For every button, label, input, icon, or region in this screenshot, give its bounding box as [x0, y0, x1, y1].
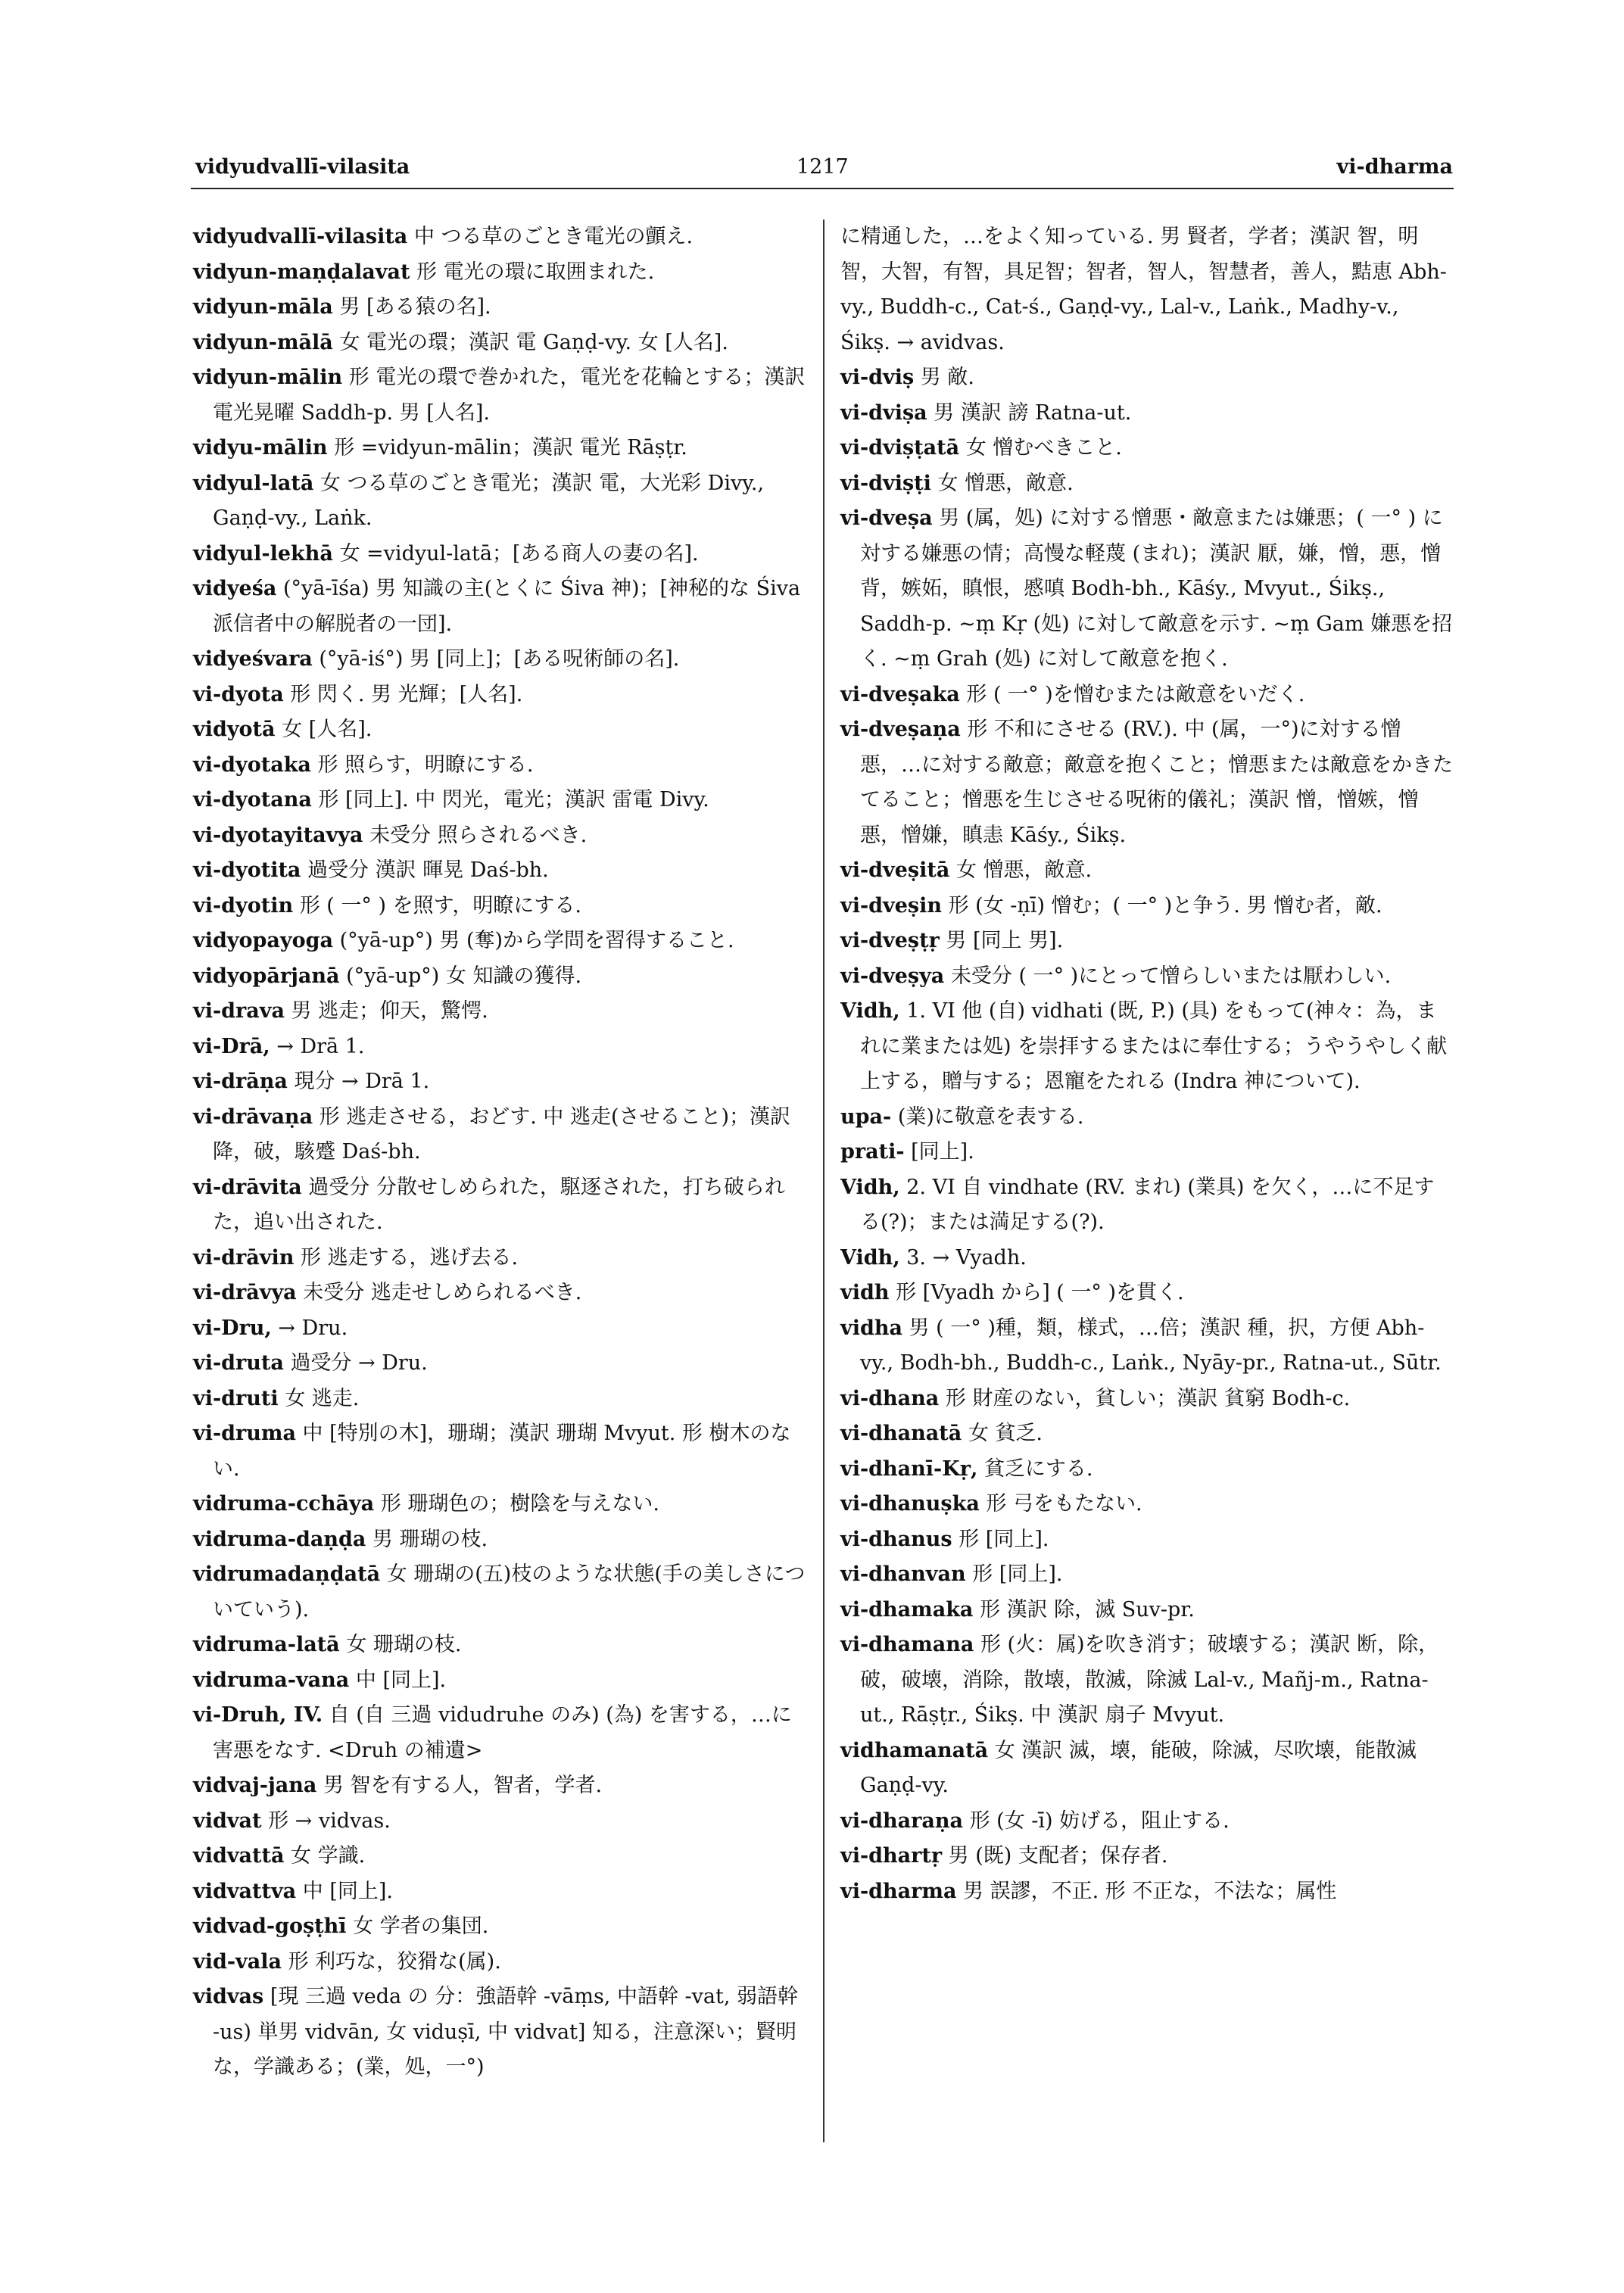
dictionary-entry [840, 1839, 1454, 1874]
definition: 女 貧乏. [968, 1422, 1043, 1445]
headword: vidyudvallī-vilasita [193, 225, 408, 248]
headword: vi-Drā, [193, 1034, 270, 1058]
definition: 形 漢訳 除，滅 Suv-pr. [980, 1597, 1195, 1622]
definition: 男 [同上 男]. [946, 929, 1064, 952]
definition: 中 つる草のごとき電光の顫え. [413, 225, 694, 248]
dictionary-entry [193, 1909, 806, 1945]
definition: 形 =vidyun-mālin；漢訳 電光 Rāṣṭr. [334, 436, 687, 460]
dictionary-entry [193, 1628, 806, 1663]
headword: Vidh, [840, 1175, 900, 1199]
dictionary-entry [840, 678, 1454, 713]
definition: 女 漢訳 滅，壊，能破，除滅，尽吹壊，能散滅 Gaṇḍ-vy. [860, 1738, 1417, 1797]
headword: vi-drāvaṇa [193, 1104, 313, 1129]
dictionary-entry [193, 572, 806, 642]
definition: 形 ( 一° ) を照す，明瞭にする. [299, 893, 582, 918]
definition: 形 閃く. 男 光輝；[人名]. [290, 682, 523, 706]
headword: vi-drāṇa [193, 1070, 288, 1093]
definition: 女 学者の集団. [353, 1914, 489, 1938]
headword: prati- [840, 1140, 905, 1164]
headword: vidruma-cchāya [193, 1492, 375, 1516]
dictionary-entry [193, 1276, 806, 1311]
dictionary-entry [193, 1663, 806, 1699]
definition: 男 (既) 支配者；保存者. [948, 1844, 1168, 1868]
definition: (°yā-up°) 男 (奪)から学問を習得すること. [339, 929, 734, 952]
dictionary-entry [193, 748, 806, 784]
headword: vidrumadaṇḍatā [193, 1562, 381, 1586]
definition: 形 ( 一° )を憎むまたは敵意をいだく. [966, 682, 1305, 706]
dictionary-entry [193, 255, 806, 291]
definition: 女 学識. [291, 1844, 366, 1868]
headword: vi-dhamaka [840, 1597, 974, 1622]
headword: vi-dveṣa [840, 506, 933, 530]
definition: 未受分 ( 一° )にとって憎らしいまたは厭わしい. [950, 964, 1392, 988]
definition: → Dru. [278, 1316, 348, 1340]
definition: 形 弓をもたない. [986, 1492, 1142, 1516]
running-head-left: vidyudvallī-vilasita [195, 155, 410, 179]
dictionary-entry [193, 1804, 806, 1840]
dictionary-entry [840, 1170, 1454, 1241]
dictionary-entry [193, 1311, 806, 1347]
headword: vidvat [193, 1809, 262, 1833]
headword: vi-dviṣṭatā [840, 436, 960, 460]
definition: 形 照らす，明瞭にする. [317, 752, 534, 777]
page-number: 1217 [796, 155, 849, 179]
dictionary-entry [840, 1487, 1454, 1522]
headword: vi-dhana [840, 1386, 940, 1410]
headword: vi-dveṣin [840, 893, 942, 918]
header-rule [191, 188, 1454, 189]
definition: 形 → vidvas. [268, 1809, 391, 1833]
definition: 1. VI 他 (自) vidhati (既, P.) (具) をもって(神々：為，まれに業または処) を崇拝するまたはに奉仕する；うやうやしく献上する，贈与する；恩寵をたれる (Indra 神について). [860, 999, 1448, 1093]
dictionary-entry [193, 360, 806, 431]
dictionary-entry [193, 1487, 806, 1522]
definition: 形 電光の環で巻かれた，電光を花輪とする；漢訳 電光晃曜 Saddh-p. 男 [人名]. [213, 366, 806, 425]
headword: vi-dhamana [840, 1633, 974, 1656]
definition: → Drā 1. [276, 1034, 365, 1058]
definition: 形 (女 -ṇī) 憎む；( 一° )と争う. 男 憎む者，敵. [948, 893, 1382, 918]
definition: 女 憎むべきこと. [965, 436, 1122, 460]
headword: vidruma-daṇḍa [193, 1527, 366, 1551]
headword: vidh [840, 1281, 890, 1304]
definition: 女 珊瑚の枝. [346, 1633, 462, 1656]
headword: vi-dhanī-Kṛ, [840, 1456, 978, 1481]
definition: 男 [ある猿の名]. [339, 295, 491, 319]
dictionary-entry [840, 431, 1454, 466]
dictionary-entry [193, 642, 806, 678]
definition: 未受分 照らされるべき. [369, 823, 588, 847]
dictionary-entry [840, 1241, 1454, 1276]
dictionary-entry [193, 1100, 806, 1170]
dictionary-entry [193, 220, 806, 255]
dictionary-entry [840, 1557, 1454, 1593]
dictionary-entry [840, 1804, 1454, 1840]
headword: vidyu-mālin [193, 436, 328, 460]
headword: vi-drāvita [193, 1175, 302, 1199]
dictionary-entry [840, 466, 1454, 502]
dictionary-entry [193, 959, 806, 995]
dictionary-entry [840, 889, 1454, 924]
dictionary-entry [193, 1980, 806, 2086]
headword: vi-dveṣya [840, 964, 945, 988]
dictionary-entry [193, 783, 806, 818]
headword: vidvaj-jana [193, 1774, 317, 1797]
headword: vidyun-mālin [193, 366, 343, 389]
headword: vidyun-maṇḍalavat [193, 260, 410, 284]
definition: 形 逃走させる，おどす. 中 逃走(させること)；漢訳 降，破，駭蹙 Daś-bh. [213, 1104, 791, 1164]
dictionary-entry [840, 1874, 1454, 1910]
definition: 男 (属，処) に対する憎悪・敵意または嫌悪；( 一° ) に対する嫌悪の情；高慢な軽蔑 (まれ)；漢訳 厭，嫌，憎，悪，憎背，嫉妬，瞋恨，慼嗔 Bodh-bh., Kāśy., Mvyut., Śikṣ., Saddh-p. ~ṃ Kṛ (処) に対して敵意を示す. ~ṃ Gam 嫌悪を招く. ~ṃ Grah (処) に対して敵意を抱く. [860, 506, 1453, 671]
headword: vi-dyotana [193, 788, 312, 812]
definition: 形 電光の環に取囲まれた. [416, 260, 655, 284]
definition: 形 (女 -ī) 妨げる，阻止する. [969, 1809, 1230, 1833]
definition: 形 財産のない，貧しい；漢訳 貧窮 Bodh-c. [945, 1386, 1351, 1410]
headword: vi-dhanuṣka [840, 1492, 980, 1516]
headword: vidvattva [193, 1879, 297, 1903]
dictionary-entry [840, 1276, 1454, 1311]
headword: vi-druti [193, 1386, 279, 1410]
headword: vi-dveṣṭṛ [840, 929, 940, 952]
dictionary-entry [193, 1416, 806, 1487]
dictionary-entry [193, 1030, 806, 1065]
definition: 現分 → Drā 1. [294, 1070, 430, 1093]
column-divider [823, 220, 824, 2142]
definition: 女 =vidyul-latā；[ある商人の妻の名]. [339, 541, 699, 565]
dictionary-entry [840, 924, 1454, 959]
dictionary-entry [840, 1593, 1454, 1628]
dictionary-entry [193, 290, 806, 326]
headword: vi-dhanus [840, 1527, 952, 1551]
headword: vi-dyotita [193, 858, 301, 882]
headword: vidyun-mālā [193, 330, 333, 354]
dictionary-entry [193, 924, 806, 959]
definition: 貧乏にする. [983, 1456, 1093, 1481]
headword: vi-dharma [840, 1879, 957, 1903]
dictionary-entry [193, 1346, 806, 1382]
right-column [840, 220, 1454, 1909]
dictionary-entry [840, 994, 1454, 1100]
definition: 形 [同上]. [972, 1562, 1063, 1586]
definition: 未受分 逃走せしめられるべき. [303, 1281, 582, 1304]
dictionary-entry [193, 1945, 806, 1980]
dictionary-entry [840, 712, 1454, 853]
headword: Vidh, [840, 999, 900, 1023]
dictionary-entry [193, 1768, 806, 1804]
definition: 女 電光の環；漢訳 電 Gaṇḍ-vy. 女 [人名]. [339, 330, 728, 354]
headword: vidvas [193, 1985, 264, 2008]
dictionary-entry [193, 712, 806, 748]
definition: 過受分 漢訳 暉晃 Daś-bh. [307, 858, 549, 882]
dictionary-entry [193, 1874, 806, 1910]
definition: (°yā-up°) 女 知識の獲得. [346, 964, 582, 988]
definition: 男 逃走；仰天，驚愕. [291, 999, 488, 1023]
definition: 男 珊瑚の枝. [372, 1527, 488, 1551]
headword: vi-dhanvan [840, 1562, 966, 1586]
dictionary-entry [193, 326, 806, 361]
definition: 男 敵. [920, 366, 974, 389]
dictionary-entry [193, 1170, 806, 1241]
definition: 形 [Vyadh から] ( 一° )を貫く. [896, 1281, 1184, 1304]
headword: vidruma-vana [193, 1668, 350, 1692]
headword: vidyeśa [193, 577, 277, 600]
headword: vi-dharaṇa [840, 1809, 963, 1833]
dictionary-entry [840, 1734, 1454, 1804]
headword: vi-dhanatā [840, 1422, 962, 1445]
dictionary-entry [193, 1241, 806, 1276]
definition: [同上]. [911, 1140, 974, 1164]
definition: 男 智を有する人，智者，学者. [323, 1774, 603, 1797]
definition: 3. → Vyadh. [906, 1245, 1027, 1270]
definition: 形 不和にさせる (RV.). 中 (属，一°)に対する憎悪，…に対する敵意；敵意を抱くこと；憎悪または敵意をかきたてること；憎悪を生じさせる呪術的儀礼；漢訳 憎，憎嫉，憎悪，憎嫌，瞋恚 Kāśy., Śikṣ. [860, 718, 1453, 847]
headword: vidyotā [193, 718, 276, 741]
headword: vidvad-goṣṭhī [193, 1914, 347, 1938]
dictionary-entry [840, 1135, 1454, 1170]
headword: vi-dyotaka [193, 752, 311, 777]
dictionary-entry [840, 853, 1454, 889]
headword: vidyul-lekhā [193, 541, 333, 565]
dictionary-entry [193, 1382, 806, 1417]
dictionary-entry [840, 1311, 1454, 1382]
definition: 女 [人名]. [282, 718, 372, 741]
headword: vi-dyota [193, 682, 284, 706]
dictionary-entry [193, 466, 806, 537]
headword: vi-druma [193, 1422, 296, 1445]
dictionary-entry [840, 1382, 1454, 1417]
headword: vi-dyotayitavya [193, 823, 363, 847]
definition: 中 [同上]. [355, 1668, 447, 1692]
definition: 自 (自 三過 vidudruhe のみ) (為) を害する，…に害悪をなす. <Druh の補遺> [213, 1703, 792, 1762]
headword: vi-dviṣa [840, 400, 927, 425]
definition: (°yā-īśa) 男 知識の主(とくに Śiva 神)；[神秘的な Śiva 派信者中の解脱者の一団]. [213, 577, 801, 636]
headword: vidruma-latā [193, 1633, 340, 1656]
headword: vidyopayoga [193, 929, 333, 952]
definition: 中 [同上]. [302, 1879, 393, 1903]
dictionary-entry [840, 959, 1454, 995]
definition: に精通した，…をよく知っている. 男 賢者，学者；漢訳 智，明智，大智，有智，具足智；智者，智人，智慧者，善人，黠恵 Abh-vy., Buddh-c., Cat-ś., Gaṇḍ-vy., Lal-v., Laṅk., Madhy-v., Śikṣ. → avidvas. [840, 225, 1447, 354]
dictionary-entry [193, 1839, 806, 1874]
headword: vidyul-latā [193, 471, 314, 495]
dictionary-entry [193, 818, 806, 854]
definition: [現 三過 veda の 分：強語幹 -vāṃs, 中語幹 -vat, 弱語幹 -us) 単男 vidvān, 女 viduṣī, 中 vidvat] 知る，注意深い；賢明な，学識ある；(業，処，一°) [213, 1985, 799, 2079]
dictionary-entry [193, 889, 806, 924]
dictionary-entry [193, 994, 806, 1030]
headword: vi-dviṣ [840, 366, 915, 389]
headword: vi-Dru, [193, 1316, 272, 1340]
definition: 形 利巧な，狡猾な(属). [288, 1949, 501, 1974]
dictionary-entry [840, 220, 1454, 360]
dictionary-entry [840, 1452, 1454, 1488]
dictionary-entry [840, 1100, 1454, 1136]
headword: vidyun-māla [193, 295, 333, 319]
definition: 2. VI 自 vindhate (RV. まれ) (業具) を欠く，…に不足する(?)；または満足する(?). [860, 1175, 1435, 1234]
dictionary-entry [840, 1522, 1454, 1558]
dictionary-entry [840, 360, 1454, 396]
definition: 女 逃走. [285, 1386, 360, 1410]
dictionary-entry [840, 1416, 1454, 1452]
definition: (業)に敬意を表する. [897, 1104, 1084, 1129]
definition: 男 誤謬，不正. 形 不正な，不法な；属性 [963, 1879, 1337, 1903]
headword: vi-druta [193, 1351, 284, 1375]
dictionary-entry [840, 501, 1454, 678]
definition: 形 [同上]. [959, 1527, 1049, 1551]
headword: vi-drāvya [193, 1281, 297, 1304]
headword: vi-dyotin [193, 893, 294, 918]
left-column [193, 220, 806, 2086]
definition: 女 憎悪，敵意. [955, 858, 1093, 882]
headword: vidha [840, 1316, 902, 1340]
dictionary-entry [193, 1698, 806, 1768]
definition: 男 ( 一° )種，類，様式，…倍；漢訳 種，択，方便 Abh-vy., Bodh-bh., Buddh-c., Laṅk., Nyāy-pr., Ratna-ut., Sūtr. [860, 1316, 1442, 1375]
definition: 女 憎悪，敵意. [937, 471, 1074, 495]
dictionary-entry [193, 537, 806, 572]
headword: Vidh, [840, 1245, 900, 1270]
headword: vi-dveṣaṇa [840, 718, 961, 741]
headword: vi-dveṣitā [840, 858, 950, 882]
dictionary-entry [193, 1557, 806, 1628]
headword: vi-Druh, IV. [193, 1703, 323, 1727]
definition: 過受分 分散せしめられた，駆逐された，打ち破られた，追い出された. [213, 1175, 785, 1234]
headword: vi-dhartṛ [840, 1844, 943, 1868]
headword: vi-drava [193, 999, 285, 1023]
dictionary-entry [193, 678, 806, 713]
headword: vidyeśvara [193, 647, 313, 671]
definition: (°yā-iś°) 男 [同上]；[ある呪術師の名]. [319, 647, 680, 671]
definition: 男 漢訳 謗 Ratna-ut. [934, 400, 1132, 425]
definition: 形 (火：属)を吹き消す；破壊する；漢訳 断，除，破，破壊，消除，散壊，散滅，除滅 Lal-v., Mañj-m., Ratna-ut., Rāṣṭr., Śikṣ. 中 漢訳 扇子 Mvyut. [860, 1633, 1439, 1727]
definition: 形 [同上]. 中 閃光，電光；漢訳 雷電 Divy. [318, 788, 709, 812]
dictionary-entry [840, 396, 1454, 431]
definition: 過受分 → Dru. [290, 1351, 428, 1375]
definition: 中 [特別の木]，珊瑚；漢訳 珊瑚 Mvyut. 形 樹木のない. [213, 1422, 791, 1481]
dictionary-entry [840, 1628, 1454, 1734]
headword: vi-dveṣaka [840, 682, 960, 706]
headword: vidhamanatā [840, 1738, 989, 1762]
dictionary-entry [193, 431, 806, 466]
headword: vi-dviṣṭi [840, 471, 931, 495]
dictionary-entry [193, 1522, 806, 1558]
headword: vidvattā [193, 1844, 285, 1868]
definition: 女 珊瑚の(五)枝のような状態(手の美しさについていう). [213, 1562, 806, 1622]
definition: 形 逃走する，逃げ去る. [300, 1245, 519, 1270]
running-head-right: vi-dharma [1336, 155, 1453, 179]
headword: vidyopārjanā [193, 964, 340, 988]
dictionary-entry [193, 853, 806, 889]
headword: vi-drāvin [193, 1245, 295, 1270]
definition: 形 珊瑚色の；樹陰を与えない. [380, 1492, 659, 1516]
definition: 女 つる草のごとき電光；漢訳 電，大光彩 Divy., Gaṇḍ-vy., Laṅk. [213, 471, 765, 530]
dictionary-entry [193, 1064, 806, 1100]
headword: vid-vala [193, 1949, 282, 1974]
headword: upa- [840, 1104, 892, 1129]
